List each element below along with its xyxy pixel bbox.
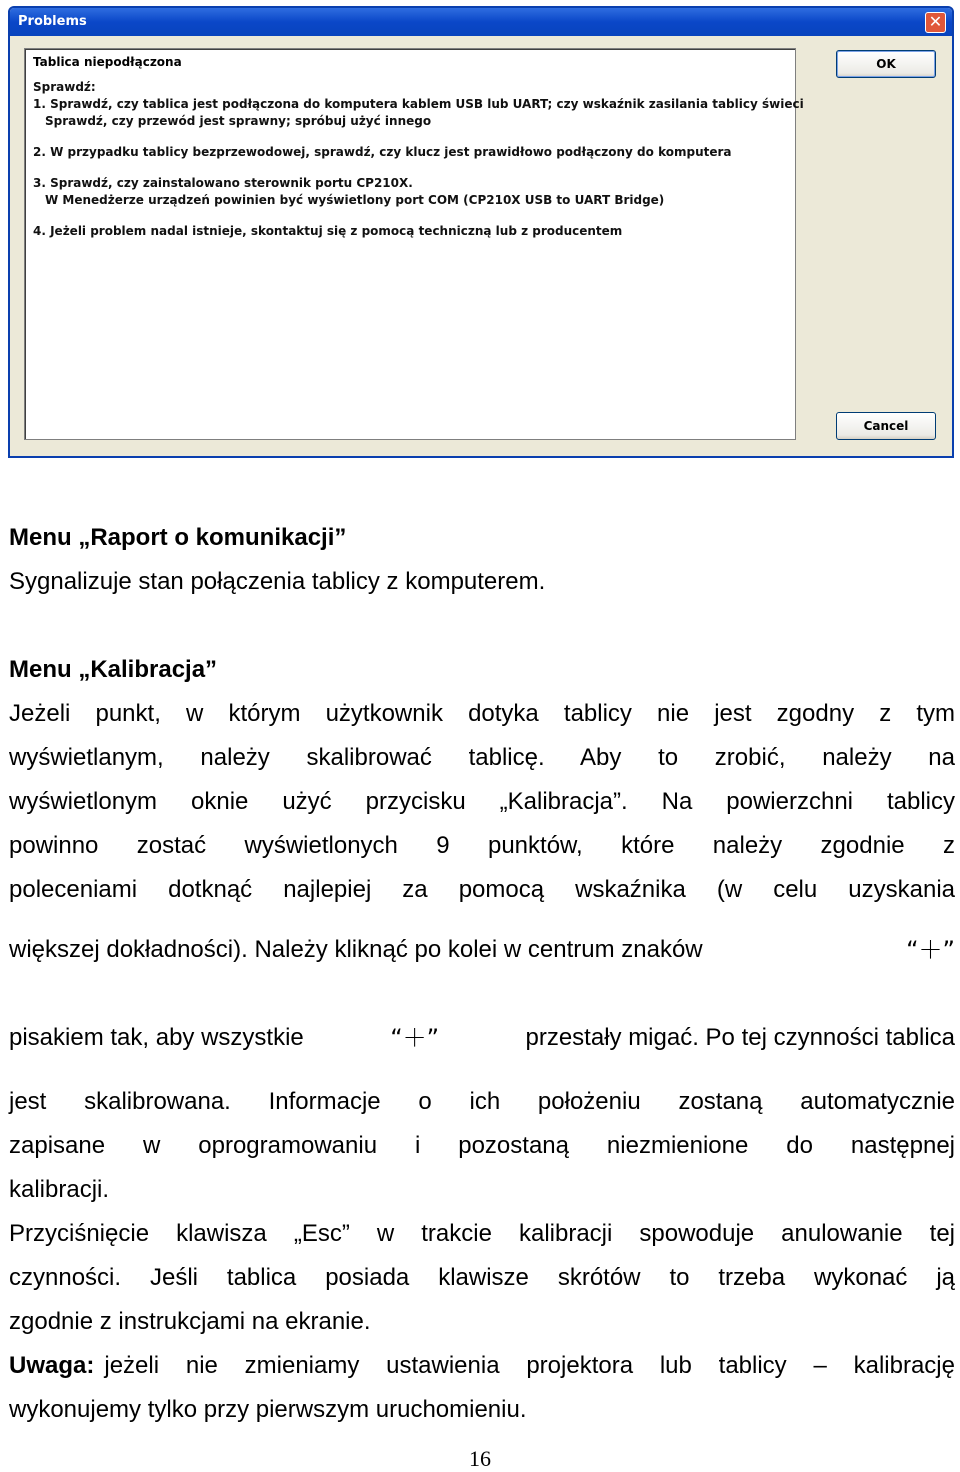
page-number: 16 bbox=[469, 1446, 491, 1471]
message-line: Sprawdź, czy przewód jest sprawny; spróbuj użyć innego bbox=[45, 114, 432, 128]
paragraph-line: poleceniami dotknąć najlepiej za pomocą wskaźnika (w celu uzyskania bbox=[9, 876, 955, 903]
paragraph-text: większej dokładności). Należy kliknąć po kolei w centrum znaków bbox=[9, 936, 703, 963]
message-line: 4. Jeżeli problem nadal istnieje, skontaktuj się z pomocą techniczną lub z producentem bbox=[33, 224, 623, 238]
paragraph-line: wyświetlonym oknie użyć przycisku „Kalibracja”. Na powierzchni tablicy bbox=[9, 788, 955, 815]
message-title: Tablica niepodłączona bbox=[33, 55, 182, 69]
paragraph-line bbox=[9, 928, 955, 972]
message-line: W Menedżerze urządzeń powinien być wyświetlony port COM (CP210X USB to UART Bridge) bbox=[45, 193, 665, 207]
paragraph-line: zgodnie z instrukcjami na ekranie. bbox=[9, 1308, 371, 1335]
problems-dialog bbox=[8, 6, 954, 458]
paragraph-line: Przyciśnięcie klawisza „Esc” w trakcie kalibracji spowoduje anulowanie tej bbox=[9, 1220, 955, 1247]
paragraph-line: powinno zostać wyświetlonych 9 punktów, które należy zgodnie z bbox=[9, 832, 955, 859]
message-line: 3. Sprawdź, czy zainstalowano sterownik portu CP210X. bbox=[33, 176, 413, 190]
message-panel bbox=[24, 48, 804, 440]
dialog-title: Problems bbox=[18, 14, 87, 29]
document-body-2 bbox=[9, 1080, 955, 1432]
message-line: 2. W przypadku tablicy bezprzewodowej, sprawdź, czy klucz jest prawidłowo podłączony do komputera bbox=[33, 145, 732, 159]
paragraph-text: pisakiem tak, aby wszystkie bbox=[9, 1024, 304, 1051]
note-line bbox=[9, 1344, 955, 1388]
cross-symbol-icon: “＋” bbox=[390, 1024, 440, 1052]
ok-button[interactable]: OK bbox=[836, 50, 936, 78]
dialog-titlebar[interactable] bbox=[10, 8, 952, 36]
cross-paragraph bbox=[9, 928, 955, 972]
note-label: Uwaga: bbox=[9, 1352, 95, 1379]
cross-paragraph-2 bbox=[9, 1016, 955, 1060]
message-line: 1. Sprawdź, czy tablica jest podłączona do komputera kablem USB lub UART; czy wskaźnik zasilania tablicy świeci bbox=[33, 97, 804, 111]
close-icon: ✕ bbox=[928, 12, 943, 31]
paragraph-line bbox=[9, 1016, 955, 1060]
section-heading: Menu „Kalibracja” bbox=[9, 656, 218, 683]
document-body bbox=[9, 516, 955, 912]
cancel-button[interactable]: Cancel bbox=[836, 412, 936, 440]
close-button[interactable] bbox=[925, 12, 946, 33]
check-label: Sprawdź: bbox=[33, 80, 96, 94]
paragraph-line: zapisane w oprogramowaniu i pozostaną niezmienione do następnej bbox=[9, 1132, 955, 1159]
spacer bbox=[9, 604, 955, 648]
paragraph-line: kalibracji. bbox=[9, 1176, 110, 1203]
cross-symbol-icon: “＋” bbox=[906, 936, 955, 964]
paragraph-line: Sygnalizuje stan połączenia tablicy z komputerem. bbox=[9, 568, 546, 595]
paragraph-line: Jeżeli punkt, w którym użytkownik dotyka tablicy nie jest zgodny z tym bbox=[9, 700, 955, 727]
paragraph-line: wykonujemy tylko przy pierwszym uruchomieniu. bbox=[9, 1396, 527, 1423]
note-text: jeżeli nie zmieniamy ustawienia projektora lub tablicy – kalibrację bbox=[104, 1352, 955, 1379]
paragraph-text: przestały migać. Po tej czynności tablica bbox=[525, 1024, 955, 1051]
section-heading: Menu „Raport o komunikacji” bbox=[9, 524, 347, 551]
paragraph-line: czynności. Jeśli tablica posiada klawisze skrótów to trzeba wykonać ją bbox=[9, 1264, 955, 1291]
paragraph-line: jest skalibrowana. Informacje o ich położeniu zostaną automatycznie bbox=[9, 1088, 955, 1115]
paragraph-line: wyświetlanym, należy skalibrować tablicę. Aby to zrobić, należy na bbox=[9, 744, 955, 771]
